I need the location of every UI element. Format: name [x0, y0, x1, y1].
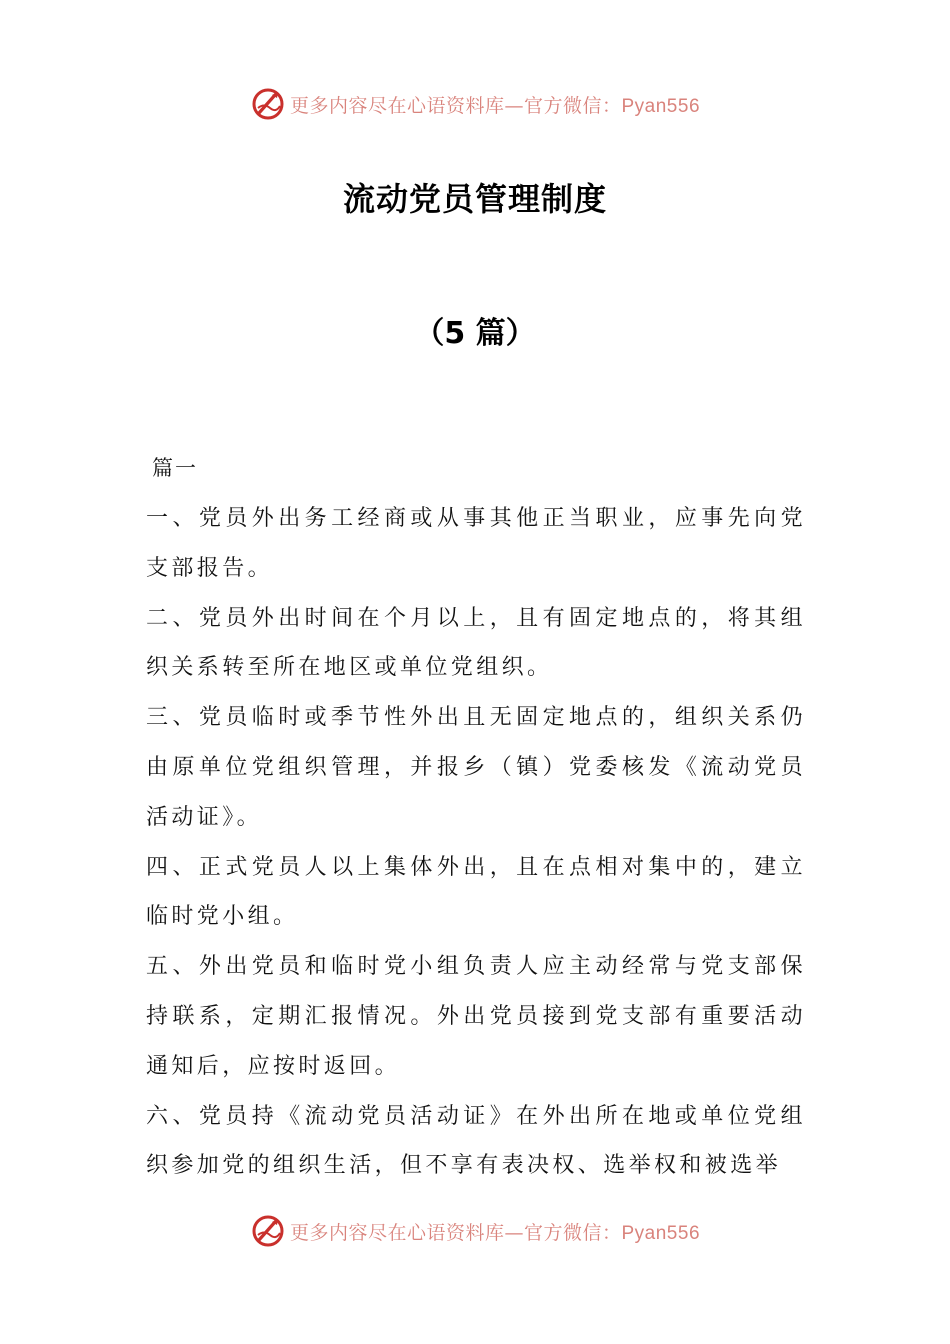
watermark-banner-top: [0, 84, 950, 124]
watermark-text: 更多内容尽在心语资料库—官方微信：Pyan556: [289, 1221, 701, 1244]
watermark-banner-bottom: [0, 1211, 950, 1251]
document-subtitle: （5 篇）: [414, 316, 536, 351]
pen-logo-icon: [250, 1213, 286, 1249]
paragraph: 一、党员外出务工经商或从事其他正当职业，应事先向党支部报告。: [146, 506, 806, 581]
paragraph: 三、党员临时或季节性外出且无固定地点的，组织关系仍由原单位党组织管理，并报乡（镇）党委核发《流动党员活动证》。: [146, 705, 806, 830]
paragraph: 二、党员外出时间在个月以上，且有固定地点的，将其组织关系转至所在地区或单位党组织。: [146, 605, 806, 681]
pen-logo-icon: [250, 86, 286, 122]
document-body: [146, 494, 806, 1191]
paragraph: 五、外出党员和临时党小组负责人应主动经常与党支部保持联系，定期汇报情况。外出党员接到党支部有重要活动通知后，应按时返回。: [146, 954, 806, 1079]
document-title: 流动党员管理制度: [342, 180, 607, 218]
watermark-text: 更多内容尽在心语资料库—官方微信：Pyan556: [289, 94, 701, 117]
paragraph: 四、正式党员人以上集体外出，且在点相对集中的，建立临时党小组。: [146, 854, 806, 930]
paragraph: 六、党员持《流动党员活动证》在外出所在地或单位党组织参加党的组织生活，但不享有表决权、选举权和被选举: [146, 1103, 806, 1179]
section-label: 篇一: [152, 456, 198, 480]
